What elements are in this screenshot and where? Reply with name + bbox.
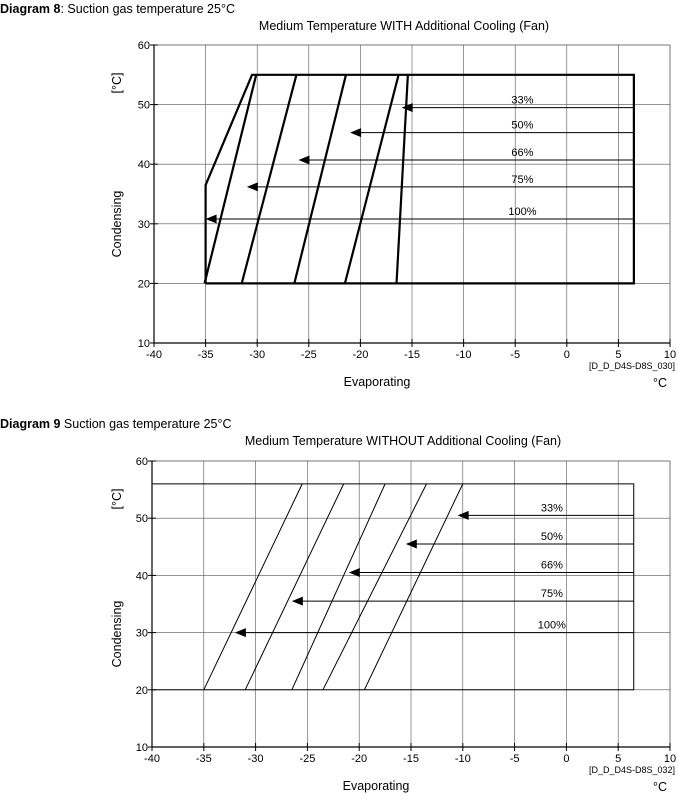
y-tick-label: 10: [137, 338, 150, 350]
chart-diagram-9: [0, 425, 678, 795]
y-tick-label: 50: [135, 513, 148, 526]
x-tick-label: -20: [351, 753, 368, 765]
capacity-line: [242, 75, 297, 284]
y-tick-label: 20: [135, 684, 148, 697]
diagram-8-caption: : Suction gas temperature 25°C: [60, 2, 235, 16]
y-tick-label: 60: [135, 456, 148, 468]
capacity-line: [294, 75, 346, 284]
y-tick-label: 50: [137, 99, 150, 112]
capacity-label: 66%: [511, 147, 534, 160]
capacity-line: [345, 75, 399, 284]
y-tick-label: 30: [135, 627, 148, 640]
y-axis-unit: [°C]: [110, 72, 124, 94]
x-tick-label: 0: [563, 753, 570, 765]
capacity-label: 50%: [540, 530, 563, 543]
x-axis-label: Evaporating: [342, 779, 410, 793]
y-axis-label: Condensing: [110, 190, 124, 258]
x-tick-label: -15: [403, 753, 419, 765]
y-tick-label: 40: [137, 159, 150, 172]
x-tick-label: -25: [300, 349, 317, 361]
diagram-9-number: Diagram 9: [0, 417, 61, 431]
x-tick-label: -30: [249, 349, 266, 361]
chart-title: Medium Temperature WITH Additional Cooling (Fan): [258, 19, 550, 33]
y-tick-label: 60: [137, 40, 150, 52]
x-axis-unit: °C: [652, 780, 668, 794]
diagram-8-number: Diagram 8: [0, 2, 61, 16]
capacity-label: 33%: [511, 94, 534, 107]
x-tick-label: -10: [455, 349, 472, 361]
capacity-label: 100%: [508, 206, 537, 219]
x-tick-label: -40: [146, 349, 162, 361]
x-tick-label: -25: [299, 753, 316, 765]
x-tick-label: 5: [615, 349, 622, 361]
reference-code: [D_D_D4S-D8S_030]: [588, 361, 675, 371]
arrow-head: [247, 182, 258, 191]
x-tick-label: -35: [197, 349, 214, 361]
y-tick-label: 30: [137, 218, 150, 231]
capacity-line: [364, 484, 462, 690]
x-axis-unit: °C: [652, 376, 668, 390]
arrow-head: [298, 156, 309, 165]
chart-title: Medium Temperature WITHOUT Additional Cooling (Fan): [244, 434, 562, 448]
y-tick-label: 20: [137, 278, 150, 291]
arrow-head: [350, 128, 361, 137]
x-tick-label: -20: [352, 349, 369, 361]
x-tick-label: -15: [404, 349, 420, 361]
x-tick-label: -40: [144, 753, 160, 765]
envelope-boundary: [152, 484, 634, 690]
capacity-label: 100%: [537, 619, 566, 632]
y-axis-label: Condensing: [110, 600, 124, 668]
x-tick-label: 0: [563, 349, 570, 361]
arrow-head: [406, 539, 417, 548]
chart-diagram-8: [0, 10, 678, 400]
x-axis-label: Evaporating: [343, 375, 411, 389]
capacity-line: [204, 484, 302, 690]
capacity-label: 50%: [511, 119, 534, 132]
diagram-9-caption: Suction gas temperature 25°C: [60, 417, 232, 431]
x-tick-label: -10: [454, 753, 471, 765]
capacity-line: [205, 75, 257, 284]
x-tick-label: -5: [510, 349, 521, 361]
capacity-label: 75%: [540, 588, 563, 601]
capacity-label: 75%: [511, 173, 534, 186]
arrow-head: [206, 215, 217, 224]
y-tick-label: 40: [135, 570, 148, 583]
x-tick-label: -30: [247, 753, 264, 765]
y-axis-unit: [°C]: [110, 488, 124, 510]
y-tick-label: 10: [135, 742, 148, 754]
x-tick-label: 10: [663, 349, 677, 361]
x-tick-label: 10: [663, 753, 677, 765]
arrow-head: [235, 628, 246, 637]
arrow-head: [292, 597, 303, 606]
capacity-label: 66%: [540, 559, 563, 572]
x-tick-label: -5: [509, 753, 520, 765]
reference-code: [D_D_D4S-D8S_032]: [588, 765, 675, 775]
capacity-label: 33%: [540, 502, 563, 515]
x-tick-label: 5: [615, 753, 622, 765]
capacity-line: [245, 484, 343, 690]
x-tick-label: -35: [195, 753, 212, 765]
